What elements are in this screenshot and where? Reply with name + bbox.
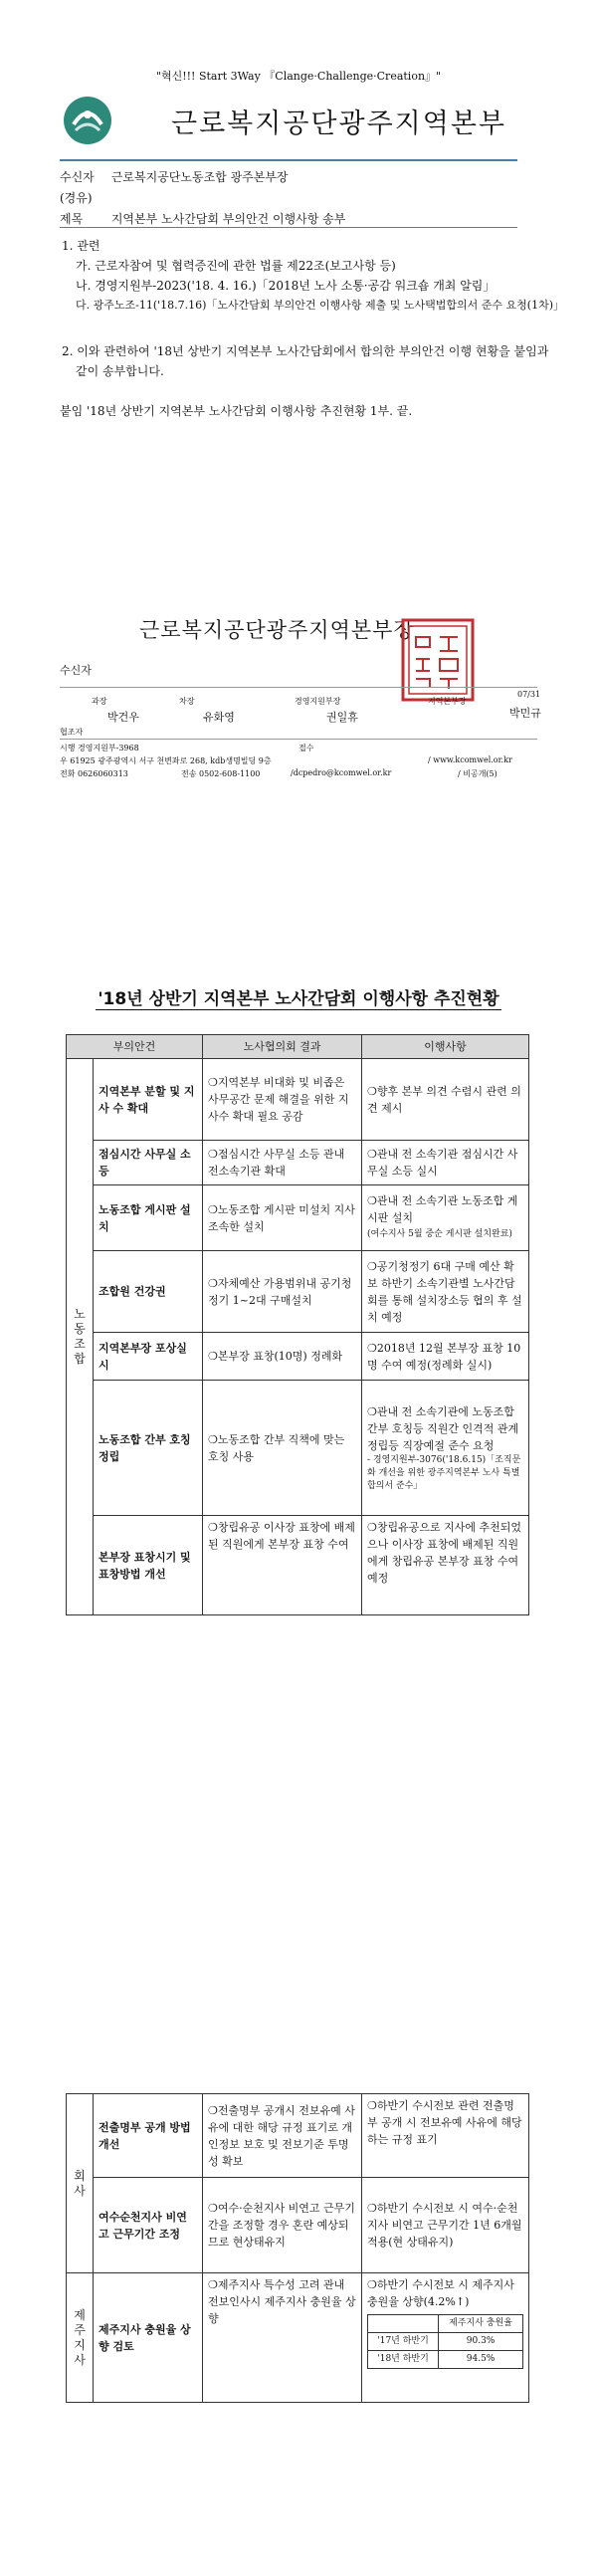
status-table-page1	[66, 1034, 529, 1615]
action-cell: ❍창립유공으로 지사에 추천되었으나 이사장 표창에 배제된 직원에게 창립유공 본부장 표창 수여 예정	[362, 1516, 529, 1615]
agenda-item: 지역본부 분할 및 지사 수 확대	[94, 1059, 203, 1141]
action-cell: ❍향후 본부 의견 수렴시 관련 의견 제시	[362, 1059, 529, 1141]
header-result: 노사협의회 결과	[203, 1035, 362, 1059]
header-action: 이행사항	[362, 1035, 529, 1059]
recipient-value: 근로복지공단노동조합 광주본부장	[110, 170, 289, 184]
table-row	[67, 1059, 529, 1141]
mini-header: 제주지사 충원율	[439, 2315, 523, 2333]
header-agenda: 부의안건	[67, 1035, 203, 1059]
section-2-cont: 같이 송부합니다.	[76, 364, 164, 378]
subject-value: 지역본부 노사간담회 부의안건 이행사항 송부	[110, 212, 346, 226]
agenda-item: 여수순천지사 비연고 근무기간 조정	[94, 2178, 203, 2273]
table-row	[67, 2178, 529, 2273]
recipient-key: 수신자	[60, 170, 95, 184]
action-cell: ❍하반기 수시전보 관련 전출명부 공개 시 전보유예 사유에 해당하는 규정 표기	[362, 2094, 529, 2178]
agenda-item: 노동조합 게시판 설치	[94, 1185, 203, 1251]
sign-date-4: 07/31	[517, 690, 541, 699]
result-cell: ❍제주지사 특수성 고려 관내 전보인사시 제주지사 충원율 상향	[203, 2273, 362, 2403]
header-divider	[60, 159, 517, 161]
attachment-note: 붙임 '18년 상반기 지역본부 노사간담회 이행사항 추진현황 1부. 끝.	[60, 404, 413, 418]
result-cell: ❍노동조합 간부 직책에 맞는 호칭 사용	[203, 1381, 362, 1516]
sign-role-3: 경영지원부장	[295, 697, 341, 706]
action-cell	[362, 1381, 529, 1516]
reference-b: 나. 경영지원부-2023('18. 4. 16.)「2018년 노사 소통·공감 워크숍 개최 알림」	[76, 279, 496, 293]
address: 우 61925 광주광역시 서구 천변좌로 268, kdb생명빌딩 9층	[60, 756, 272, 765]
phone: 전화 0626060313	[60, 769, 128, 778]
table-row	[67, 2094, 529, 2178]
result-cell: ❍자체예산 가용범위내 공기청정기 1~2대 구매설치	[203, 1251, 362, 1333]
result-cell: ❍여수·순천지사 비연고 근무기간을 조정할 경우 혼란 예상되므로 현상태유지	[203, 2178, 362, 2273]
agenda-item: 점심시간 사무실 소등	[94, 1141, 203, 1185]
signer-title: 근로복지공단광주지역본부장	[139, 618, 415, 642]
category-labor: 노 동 조 합	[67, 1059, 94, 1615]
category-jeju: 제 주 지 사	[67, 2273, 94, 2403]
fax: 전송 0502-608-1100	[181, 769, 261, 778]
received-label: 접수	[298, 744, 314, 752]
action-text: ❍관내 전 소속기관에 노동조합 간부 호칭등 직원간 인격적 관계 정립등 직장예절 준수 요청	[367, 1404, 519, 1452]
action-text: ❍하반기 수시전보 시 제주지사 충원율 상향(4.2%↑)	[367, 2278, 514, 2308]
exec-number: 시행 경영지원부-3968	[60, 744, 139, 752]
exec-divider	[60, 739, 537, 740]
action-cell: ❍공기청정기 6대 구매 예산 확보 하반기 소속기관별 노사간담회를 통해 설치장소등 협의 후 설치 예정	[362, 1251, 529, 1333]
recipient-bottom: 수신자	[60, 664, 92, 677]
mini-rate: 94.5%	[439, 2351, 523, 2369]
table-row	[67, 1185, 529, 1251]
mini-rate: 90.3%	[439, 2333, 523, 2351]
agenda-item: 노동조합 간부 호칭 정립	[94, 1381, 203, 1516]
subject-key: 제목	[60, 212, 84, 226]
action-note: (여수지사 5월 중순 게시판 설치완료)	[367, 1229, 512, 1239]
status-table-page2	[66, 2093, 529, 2403]
action-cell	[362, 1185, 529, 1251]
mini-period: '18년 하반기	[368, 2351, 439, 2369]
agenda-item: 제주지사 충원율 상향 검토	[94, 2273, 203, 2403]
action-text: ❍관내 전 소속기관 노동조합 게시판 설치	[367, 1194, 518, 1224]
table-row	[67, 2273, 529, 2403]
action-cell	[362, 2273, 529, 2403]
result-cell: ❍점심시간 사무실 소등 관내 전소속기관 확대	[203, 1141, 362, 1185]
result-cell: ❍지역본부 비대화 및 비좁은 사무공간 문제 해결을 위한 지사수 확대 필요 공감	[203, 1059, 362, 1141]
sign-name-1: 박건우	[107, 711, 139, 724]
subject-divider	[60, 227, 517, 228]
category-company: 회 사	[67, 2094, 94, 2273]
recipient-row	[60, 168, 289, 185]
action-note: - 경영지원부-3076('18.6.15)「조직문화 개선을 위한 광주지역본부 노사 특별합의서 준수」	[367, 1454, 521, 1491]
reference-a: 가. 근로자참여 및 협력증진에 관한 법률 제22조(보고사항 등)	[76, 259, 396, 273]
action-cell: ❍2018년 12월 본부장 표창 10명 수여 예정(정례화 실시)	[362, 1333, 529, 1381]
sign-role-1: 과장	[92, 697, 107, 706]
table-row	[67, 1381, 529, 1516]
website: / www.kcomwel.or.kr	[428, 755, 512, 764]
staffing-rate-table	[367, 2314, 523, 2369]
sign-divider	[60, 687, 537, 688]
table-row	[67, 1141, 529, 1185]
reference-c: 다. 광주노조-11('18.7.16)「노사간담회 부의안건 이행사항 제출 및 노사택법합의서 준수 요청(1차)」	[76, 299, 565, 312]
mini-period: '17년 하반기	[368, 2333, 439, 2351]
agency-logo	[62, 95, 113, 146]
sign-role-4: 지역본부장	[428, 697, 467, 706]
official-seal	[400, 617, 476, 703]
action-cell: ❍관내 전 소속기관 점심시간 사무실 소등 실시	[362, 1141, 529, 1185]
table-row	[67, 1516, 529, 1615]
action-cell: ❍하반기 수시전보 시 여수·순천지사 비연고 근무기간 1년 6개월 적용(현 상태유지)	[362, 2178, 529, 2273]
result-cell: ❍창립유공 이사장 표창에 배제 된 직원에게 본부장 표창 수여	[203, 1516, 362, 1615]
table-row	[67, 1251, 529, 1333]
subject-row	[60, 210, 345, 227]
agenda-item: 본부장 표창시기 및 표창방법 개선	[94, 1516, 203, 1615]
slogan: "혁신!!! Start 3Way 『Clange·Challenge·Creation』"	[155, 70, 442, 83]
sign-name-4: 박민규	[509, 707, 541, 720]
sign-name-3: 권일휴	[326, 711, 358, 724]
org-title: 근로복지공단광주지역본부	[171, 108, 506, 139]
table-title: '18년 상반기 지역본부 노사간담회 이행사항 추진현황	[98, 989, 499, 1009]
result-cell: ❍노동조합 게시판 미설치 지사 조속한 설치	[203, 1185, 362, 1251]
agenda-item: 지역본부장 포상실시	[94, 1333, 203, 1381]
agenda-item: 조합원 건강권	[94, 1251, 203, 1333]
cooperator-label: 협조자	[60, 728, 84, 737]
email: /dcpedro@kcomwel.or.kr	[291, 768, 392, 777]
section-2: 2. 이와 관련하여 '18년 상반기 지역본부 노사간담회에서 합의한 부의안건 이행 현황을 붙임과	[62, 344, 549, 358]
agenda-item: 전출명부 공개 방법 개선	[94, 2094, 203, 2178]
table-row	[67, 1333, 529, 1381]
section-1: 1. 관련	[62, 239, 100, 253]
result-cell: ❍전출명부 공개시 전보유예 사유에 대한 해당 규정 표기로 개인정보 보호 및 전보기준 투명성 확보	[203, 2094, 362, 2178]
disclosure: / 비공개(5)	[458, 769, 498, 778]
sign-role-2: 차장	[179, 697, 195, 706]
result-cell: ❍본부장 표창(10명) 정례화	[203, 1333, 362, 1381]
sign-name-2: 유화영	[203, 711, 235, 724]
via-row: (경유)	[60, 191, 93, 205]
